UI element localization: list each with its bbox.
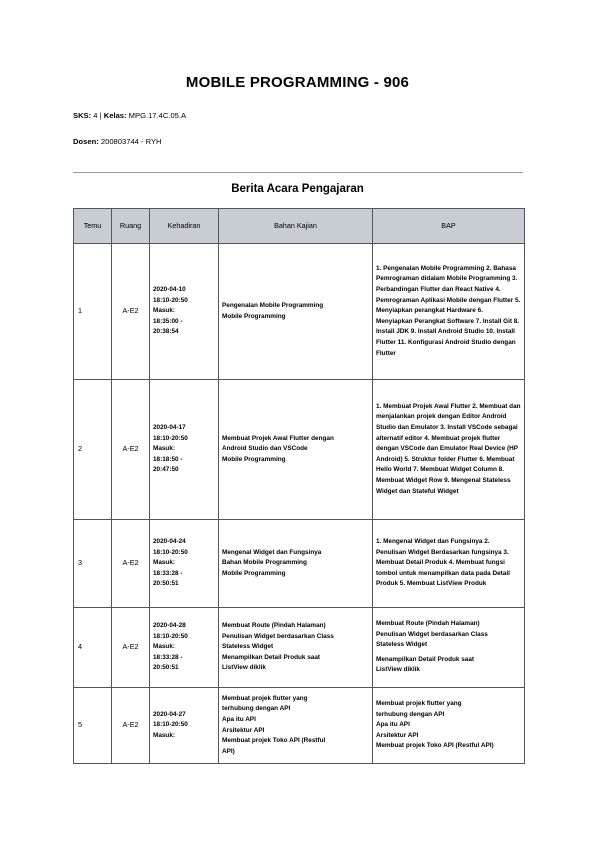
document-title: MOBILE PROGRAMMING - 906 [185,74,410,91]
bap-line: Menampilkan Detail Produk saat [376,655,475,663]
kehadiran-cell [150,608,219,688]
kehadiran-line: 18:10-20:50 [153,632,188,640]
bahan-line: Pengenalan Mobile Programming [222,301,324,309]
dosen-label: Dosen: [73,137,99,146]
kelas-value: MPG.17.4C.05.A [128,111,187,120]
bahan-line: Membuat projek Toko API (Restful [222,737,326,745]
ruang-cell: A-E2 [112,520,150,608]
bap-line: Stateless Widget [376,641,428,649]
kehadiran-line: 2020-04-24 [153,538,186,546]
bahan-cell [219,244,373,380]
sks-value: 4 [93,111,98,120]
kehadiran-line: 18:18:50 - [153,455,183,463]
bap-line: Apa itu API [376,721,410,729]
section-title: Berita Acara Pengajaran [231,183,364,195]
kehadiran-line: 18:10-20:50 [153,434,188,442]
sks-label: SKS: [73,111,92,120]
kehadiran-line: 18:35:00 - [153,317,183,325]
kehadiran-line: 18:10-20:50 [153,296,188,304]
kelas-label: Kelas: [103,111,127,120]
kehadiran-line: 2020-04-28 [153,622,186,630]
col-bap: BAP [373,209,525,244]
ruang-cell: A-E2 [112,608,150,688]
bahan-cell [219,380,373,520]
bahan-line: Mobile Programming [222,569,286,577]
col-ruang: Ruang [112,209,150,244]
kehadiran-cell [150,520,219,608]
bahan-line: Mobile Programming [222,312,286,320]
kehadiran-line: 18:10-20:50 [153,548,188,556]
kehadiran-cell [150,244,219,380]
bap-table [73,208,525,764]
bahan-line: Mobile Programming [222,455,286,463]
table-header-row [74,209,525,244]
sks-kelas-line [73,111,186,120]
bahan-line: ListView diklik [222,664,266,672]
kehadiran-line: Masuk: [153,559,176,567]
dosen-line [73,137,162,146]
dosen-value: 200803744 - RYH [100,137,162,146]
bahan-cell [219,608,373,688]
kehadiran-line: 2020-04-17 [153,424,186,432]
bahan-line: Menampilkan Detail Produk saat [222,653,321,661]
bap-cell: 1. Membuat Projek Awal Flutter 2. Membuat dan menjalankan projek dengan Editor Android Studio dan Emulator 3. Install VSCode sebagai alternatif editor 4. Membuat projek flutter dengan VSCode dan Emulator Real Device (HP Android) 5. Struktur folder Flutter 6. Membuat Hello World 7. Membuat Widget Column 8. Membuat Widget Row 9. Mengenal Stateless Widget dan Stateful Widget [373,380,525,520]
bahan-line: Membuat projek flutter yang [222,694,308,702]
temu-cell: 3 [74,520,112,608]
kehadiran-line: Masuk: [153,445,176,453]
kehadiran-line: 20:47:50 [153,466,179,474]
bahan-line: Apa itu API [222,715,256,723]
bahan-line: Mengenal Widget dan Fungsinya [222,548,322,556]
kehadiran-line: Masuk: [153,731,176,739]
ruang-cell: A-E2 [112,380,150,520]
temu-cell: 1 [74,244,112,380]
kehadiran-cell [150,688,219,764]
table-row [74,380,525,520]
kehadiran-line: 2020-04-10 [153,286,186,294]
ruang-cell: A-E2 [112,688,150,764]
divider [73,172,523,173]
bap-line: Membuat projek flutter yang [376,700,462,708]
bahan-line: terhubung dengan API [222,705,291,713]
temu-cell: 2 [74,380,112,520]
bap-line: terhubung dengan API [376,710,445,718]
bap-line: Membuat projek Toko API (Restful API) [376,742,494,750]
col-temu: Temu [74,209,112,244]
bahan-line: API) [222,747,235,755]
kehadiran-line: 20:38:54 [153,328,179,336]
table-row [74,520,525,608]
bahan-cell [219,520,373,608]
table-row [74,608,525,688]
kehadiran-line: 2020-04-27 [153,710,186,718]
separator: | [99,111,102,120]
table-row [74,244,525,380]
ruang-cell: A-E2 [112,244,150,380]
kehadiran-line: Masuk: [153,643,176,651]
bap-line: Arsitektur API [376,731,419,739]
bap-cell [373,608,525,688]
col-kehadiran: Kehadiran [150,209,219,244]
bap-line: Membuat Route (Pindah Halaman) [376,620,480,628]
bap-cell: 1. Pengenalan Mobile Programming 2. Bahasa Pemrograman didalam Mobile Programming 3. Perbandingan Flutter dan React Native 4. Pemrograman Aplikasi Mobile dengan Flutter 5. Menyiapkan perangkat Hardware 6. Menyiapkan Perangkat Software 7. Install Git 8. Install JDK 9. Install Android Studio 10. Install Flutter 11. Konfigurasi Android Studio dengan Flutter [373,244,525,380]
kehadiran-line: 20:50:51 [153,664,179,672]
temu-cell: 5 [74,688,112,764]
bahan-line: Membuat Projek Awal Flutter dengan [222,434,334,442]
bahan-cell [219,688,373,764]
kehadiran-line: 18:33:28 - [153,653,183,661]
bap-cell [373,688,525,764]
kehadiran-line: 18:10-20:50 [153,721,188,729]
bahan-line: Arsitektur API [222,726,265,734]
kehadiran-cell [150,380,219,520]
bahan-line: Bahan Mobile Programming [222,559,307,567]
kehadiran-line: Masuk: [153,307,176,315]
bahan-line: Stateless Widget [222,643,274,651]
bap-cell: 1. Mengenal Widget dan Fungsinya 2. Penulisan Widget Berdasarkan fungsinya 3. Membuat Detail Produk 4. Membuat fungsi tombol untuk menampilkan data pada Detail Produk 5. Membuat ListView Produk [373,520,525,608]
col-bahan-kajian: Bahan Kajian [219,209,373,244]
table-row [74,688,525,764]
bahan-line: Membuat Route (Pindah Halaman) [222,622,326,630]
temu-cell: 4 [74,608,112,688]
bahan-line: Penulisan Widget berdasarkan Class [222,632,334,640]
kehadiran-line: 20:50:51 [153,580,179,588]
kehadiran-line: 18:33:28 - [153,569,183,577]
bap-line: ListView diklik [376,666,420,674]
bap-line: Penulisan Widget berdasarkan Class [376,630,488,638]
bahan-line: Android Studio dan VSCode [222,445,308,453]
